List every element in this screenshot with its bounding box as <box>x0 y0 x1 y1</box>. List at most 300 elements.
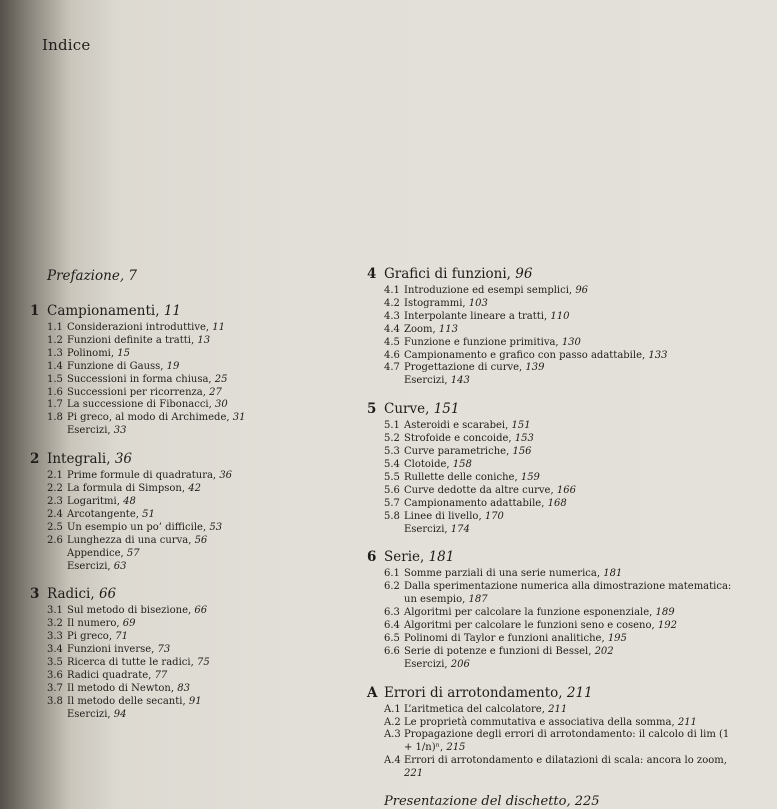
section-title: Funzione e funzione primitiva, <box>404 336 559 348</box>
chapter-page: 36 <box>114 451 132 468</box>
section-number: 2.2 <box>47 483 63 495</box>
section-page: 69 <box>122 618 136 630</box>
chapter-title: Serie, <box>384 549 425 566</box>
section-entry <box>30 535 350 548</box>
section-title: Prime formule di quadratura, <box>67 470 217 482</box>
section-entry <box>30 470 350 483</box>
section-title: Radici quadrate, <box>67 669 152 681</box>
section-number: 1.8 <box>47 412 63 424</box>
section-number: 5.6 <box>384 484 400 496</box>
chapter-page: 66 <box>98 586 117 603</box>
extra-page: 33 <box>113 425 127 437</box>
section-text <box>404 446 737 459</box>
section-number: 3.7 <box>47 682 63 694</box>
section-title: Lunghezza di una curva, <box>67 534 192 546</box>
section-text <box>67 522 350 535</box>
section-page: 75 <box>196 657 210 669</box>
section-number: 1.2 <box>47 334 63 346</box>
section-title: La formula di Simpson, <box>67 483 186 495</box>
page-title: Indice <box>42 36 91 54</box>
section-number: 3.4 <box>47 644 63 656</box>
section-page: 192 <box>657 620 677 632</box>
section-entry <box>367 459 737 472</box>
chapter-title: Grafici di funzioni, <box>384 266 511 282</box>
section-entry <box>30 412 350 425</box>
section-page: 56 <box>194 534 208 546</box>
section-number: 5.8 <box>384 510 400 522</box>
extra-title: Esercizi, <box>404 523 448 535</box>
section-number: 2.1 <box>47 470 63 482</box>
left-chapters <box>30 303 350 722</box>
section-entry <box>367 285 737 298</box>
section-title: Somme parziali di una serie numerica, <box>404 568 601 580</box>
section-title: Il metodo delle secanti, <box>67 695 186 707</box>
section-title: Zoom, <box>404 323 436 335</box>
section-page: 153 <box>514 433 534 445</box>
section-entry <box>367 646 737 659</box>
section-number: 6.2 <box>384 581 400 593</box>
section-text <box>404 459 737 472</box>
section-entry <box>30 361 350 374</box>
section-page: 19 <box>166 360 180 372</box>
section-entry <box>367 420 737 433</box>
chapter-number: 3 <box>30 586 40 603</box>
section-number: 4.3 <box>384 310 400 322</box>
section-title: Polinomi, <box>67 347 115 359</box>
chapter-number: 5 <box>367 401 377 418</box>
extra-title: Esercizi, <box>67 560 111 572</box>
section-title: Interpolante lineare a tratti, <box>404 310 548 322</box>
section-number: A.1 <box>384 703 401 715</box>
section-title: Sul metodo di bisezione, <box>67 605 192 617</box>
section-page: 139 <box>525 362 545 374</box>
section-page: 30 <box>215 399 228 411</box>
section-number: A.2 <box>384 716 401 728</box>
section-number: 6.3 <box>384 607 400 619</box>
section-entry <box>367 298 737 311</box>
section-title: Pi greco, <box>67 631 113 643</box>
section-title: Logaritmi, <box>67 495 120 507</box>
section-text <box>404 704 737 717</box>
section-page: 13 <box>197 334 211 346</box>
section-title: Algoritmi per calcolare le funzioni seno e coseno, <box>404 620 655 632</box>
section-number: 2.3 <box>47 495 63 507</box>
section-entry <box>367 717 737 730</box>
section-title: L’aritmetica del calcolatore, <box>404 703 545 715</box>
section-page: 103 <box>468 297 488 309</box>
section-number: 4.2 <box>384 297 400 309</box>
section-page: 113 <box>438 323 458 335</box>
extra-entry <box>67 548 350 561</box>
section-page: 25 <box>214 373 228 385</box>
right-chapters <box>367 266 737 781</box>
toc-right-column <box>367 266 737 809</box>
chapter-number: 2 <box>30 451 40 468</box>
section-text <box>404 729 737 755</box>
section-number: A.4 <box>384 755 401 767</box>
extra-title: Appendice, <box>67 547 124 559</box>
section-number: 6.1 <box>384 568 400 580</box>
section-text <box>404 717 737 730</box>
section-list <box>30 470 350 547</box>
section-entry <box>367 433 737 446</box>
section-page: 158 <box>452 458 472 470</box>
section-text <box>67 618 350 631</box>
chapter-number: A <box>367 684 378 701</box>
section-page: 110 <box>550 310 570 322</box>
section-text <box>404 433 737 446</box>
chapter-heading <box>30 586 350 602</box>
section-text <box>67 322 350 335</box>
section-number: 1.5 <box>47 373 63 385</box>
section-title: Successioni per ricorrenza, <box>67 386 206 398</box>
section-number: 4.7 <box>384 362 400 374</box>
extra-entry <box>67 425 350 438</box>
chapter-heading <box>367 401 737 417</box>
chapter-heading <box>30 303 350 319</box>
section-page: 202 <box>594 645 614 657</box>
section-entry <box>367 704 737 717</box>
section-number: 4.5 <box>384 336 400 348</box>
section-entry <box>367 362 737 375</box>
section-number: A.3 <box>384 729 401 741</box>
section-number: 1.3 <box>47 347 63 359</box>
section-number: 1.4 <box>47 360 63 372</box>
section-title: Progettazione di curve, <box>404 362 523 374</box>
section-text <box>67 696 350 709</box>
section-page: 151 <box>511 420 531 432</box>
extra-page: 174 <box>450 523 470 535</box>
chapter-page: 96 <box>515 266 533 282</box>
section-text <box>67 683 350 696</box>
chapter-heading <box>367 685 737 701</box>
section-entry <box>367 472 737 485</box>
chapter-title: Radici, <box>47 586 95 603</box>
section-text <box>404 324 737 337</box>
section-page: 96 <box>575 285 589 296</box>
section-number: 5.3 <box>384 446 400 458</box>
section-number: 1.6 <box>47 386 63 398</box>
section-text <box>67 399 350 412</box>
extra-page: 63 <box>113 560 127 572</box>
section-page: 48 <box>123 495 136 507</box>
chapter-block <box>367 685 737 781</box>
section-entry <box>30 335 350 348</box>
section-page: 77 <box>154 669 168 681</box>
chapter-title: Curve, <box>384 401 430 418</box>
chapter-block <box>367 549 737 671</box>
section-entry <box>367 324 737 337</box>
section-entry <box>30 605 350 618</box>
section-page: 73 <box>157 644 171 656</box>
section-title: Arcotangente, <box>67 508 139 520</box>
section-number: 3.6 <box>47 669 63 681</box>
section-number: 3.3 <box>47 631 63 643</box>
section-list <box>367 568 737 658</box>
chapter-block <box>30 303 350 438</box>
section-entry <box>30 657 350 670</box>
section-title: Campionamento e grafico con passo adattabile, <box>404 349 646 361</box>
section-entry <box>367 498 737 511</box>
section-page: 36 <box>219 470 233 482</box>
chapter-block <box>367 401 737 536</box>
section-page: 42 <box>188 483 201 495</box>
section-title: Funzioni definite a tratti, <box>67 334 195 346</box>
section-title: Strofoide e concoide, <box>404 433 512 445</box>
section-entry <box>30 683 350 696</box>
extra-entry <box>404 375 737 388</box>
section-list <box>367 285 737 375</box>
section-page: 11 <box>212 322 226 333</box>
section-entry <box>30 374 350 387</box>
section-title: Errori di arrotondamento e dilatazioni di scala: ancora lo zoom, <box>404 755 727 767</box>
section-number: 6.4 <box>384 620 400 632</box>
section-title: Rullette delle coniche, <box>404 471 518 483</box>
extra-page: 57 <box>126 547 140 559</box>
section-text <box>67 361 350 374</box>
section-entry <box>30 644 350 657</box>
section-entry <box>30 696 350 709</box>
section-list <box>367 420 737 523</box>
section-number: 6.6 <box>384 645 400 657</box>
section-text <box>404 581 737 607</box>
section-number: 5.4 <box>384 458 400 470</box>
section-text <box>404 498 737 511</box>
section-title: Curve dedotte da altre curve, <box>404 484 554 496</box>
section-title: La successione di Fibonacci, <box>67 399 212 411</box>
extra-title: Esercizi, <box>404 375 448 387</box>
section-entry <box>30 522 350 535</box>
section-page: 168 <box>547 497 567 509</box>
toc-left-column <box>30 268 350 735</box>
section-page: 166 <box>556 484 576 496</box>
section-entry <box>367 511 737 524</box>
section-number: 3.1 <box>47 605 63 617</box>
section-entry <box>30 387 350 400</box>
section-entry <box>367 568 737 581</box>
section-list <box>30 322 350 425</box>
preface-entry <box>47 268 350 284</box>
section-entry <box>30 483 350 496</box>
section-entry <box>367 633 737 646</box>
section-title: Curve parametriche, <box>404 446 510 458</box>
section-page: 189 <box>655 607 675 619</box>
section-page: 187 <box>468 594 488 606</box>
section-page: 91 <box>188 695 202 707</box>
section-text <box>404 755 737 781</box>
section-entry <box>30 509 350 522</box>
section-number: 2.5 <box>47 521 63 533</box>
extra-entry <box>404 524 737 537</box>
section-page: 51 <box>142 508 155 520</box>
chapter-number: 6 <box>367 549 377 566</box>
section-text <box>67 670 350 683</box>
section-number: 4.1 <box>384 285 400 296</box>
section-page: 159 <box>520 471 540 483</box>
section-number: 3.5 <box>47 657 63 669</box>
section-page: 211 <box>677 716 697 728</box>
chapter-heading <box>30 451 350 467</box>
section-text <box>67 348 350 361</box>
chapter-title: Campionamenti, <box>47 303 160 319</box>
section-page: 195 <box>607 632 627 644</box>
section-number: 4.4 <box>384 323 400 335</box>
section-text <box>404 420 737 433</box>
section-text <box>67 412 350 425</box>
section-entry <box>367 311 737 324</box>
section-entry <box>30 618 350 631</box>
chapter-number: 4 <box>367 266 377 282</box>
section-text <box>67 644 350 657</box>
section-title: Istogrammi, <box>404 297 466 309</box>
section-title: Linee di livello, <box>404 510 482 522</box>
section-title: Le proprietà commutativa e associativa della somma, <box>404 716 675 728</box>
section-entry <box>367 607 737 620</box>
section-entry <box>367 620 737 633</box>
section-text <box>67 483 350 496</box>
section-entry <box>367 446 737 459</box>
section-number: 5.5 <box>384 471 400 483</box>
closing-page: 225 <box>574 794 600 809</box>
section-page: 130 <box>561 336 581 348</box>
section-text <box>67 470 350 483</box>
section-text <box>404 472 737 485</box>
section-page: 71 <box>115 631 128 643</box>
section-entry <box>367 755 737 781</box>
extra-entry <box>67 709 350 722</box>
section-title: Dalla sperimentazione numerica alla dimostrazione matematica: un esempio, <box>404 581 732 606</box>
section-title: Ricerca di tutte le radici, <box>67 657 194 669</box>
section-entry <box>30 670 350 683</box>
chapter-page: 211 <box>566 684 593 701</box>
extra-title: Esercizi, <box>404 658 448 670</box>
section-title: Funzioni inverse, <box>67 644 155 656</box>
section-page: 66 <box>194 605 208 617</box>
section-text <box>404 285 737 298</box>
section-entry <box>367 729 737 755</box>
chapter-title: Integrali, <box>47 451 111 468</box>
section-title: Campionamento adattabile, <box>404 497 545 509</box>
section-text <box>404 607 737 620</box>
section-list <box>367 704 737 781</box>
section-page: 221 <box>404 768 424 780</box>
extra-entry <box>67 561 350 574</box>
chapter-heading <box>367 266 737 282</box>
section-text <box>404 485 737 498</box>
preface-title: Prefazione, <box>47 268 125 284</box>
section-title: Considerazioni introduttive, <box>67 322 210 333</box>
extra-page: 94 <box>113 708 127 720</box>
section-entry <box>367 581 737 607</box>
chapter-page: 151 <box>433 401 460 418</box>
section-title: Polinomi di Taylor e funzioni analitiche, <box>404 632 605 644</box>
section-title: Un esempio un po’ difficile, <box>67 521 207 533</box>
section-text <box>404 633 737 646</box>
section-text <box>67 387 350 400</box>
section-title: Il metodo di Newton, <box>67 682 175 694</box>
section-text <box>404 350 737 363</box>
section-page: 211 <box>548 703 568 715</box>
section-text <box>67 657 350 670</box>
section-page: 133 <box>648 349 668 361</box>
section-title: Pi greco, al modo di Archimede, <box>67 412 230 424</box>
chapter-page: 11 <box>163 303 182 319</box>
section-text <box>67 496 350 509</box>
section-number: 4.6 <box>384 349 400 361</box>
section-page: 215 <box>446 742 466 754</box>
section-entry <box>367 337 737 350</box>
section-number: 5.2 <box>384 433 400 445</box>
section-list <box>30 605 350 708</box>
section-text <box>404 646 737 659</box>
section-text <box>67 509 350 522</box>
extra-title: Esercizi, <box>67 708 111 720</box>
section-text <box>404 337 737 350</box>
section-title: Il numero, <box>67 618 120 630</box>
section-number: 2.6 <box>47 534 63 546</box>
section-text <box>404 568 737 581</box>
section-number: 2.4 <box>47 508 63 520</box>
section-title: Propagazione degli errori di arrotondamento: il calcolo di lim (1 + 1/n)ⁿ, <box>404 729 730 754</box>
section-page: 15 <box>117 347 130 359</box>
chapter-block <box>30 451 350 573</box>
section-title: Introduzione ed esempi semplici, <box>404 285 573 296</box>
chapter-heading <box>367 549 737 565</box>
section-text <box>67 631 350 644</box>
section-page: 31 <box>232 412 246 424</box>
section-number: 5.7 <box>384 497 400 509</box>
closing-title: Presentazione del dischetto, <box>384 794 571 809</box>
section-page: 27 <box>209 386 222 398</box>
chapter-block <box>367 266 737 388</box>
section-title: Clotoide, <box>404 458 450 470</box>
extra-page: 143 <box>450 375 470 387</box>
section-number: 6.5 <box>384 632 400 644</box>
section-number: 1.1 <box>47 322 63 333</box>
section-title: Algoritmi per calcolare la funzione esponenziale, <box>404 607 653 619</box>
section-entry <box>30 348 350 361</box>
closing-entry <box>384 794 737 809</box>
section-text <box>404 362 737 375</box>
section-title: Funzione di Gauss, <box>67 360 164 372</box>
section-title: Asteroidi e scarabei, <box>404 420 509 432</box>
section-text <box>404 511 737 524</box>
chapter-page: 181 <box>428 549 455 566</box>
extra-entry <box>404 659 737 672</box>
extra-page: 206 <box>450 658 470 670</box>
section-entry <box>30 399 350 412</box>
section-page: 181 <box>603 568 623 580</box>
section-text <box>404 620 737 633</box>
section-text <box>404 298 737 311</box>
section-page: 83 <box>177 682 190 694</box>
extra-title: Esercizi, <box>67 425 111 437</box>
chapter-block <box>30 586 350 721</box>
section-entry <box>30 631 350 644</box>
section-text <box>67 374 350 387</box>
section-entry <box>367 485 737 498</box>
section-text <box>67 535 350 548</box>
section-number: 3.2 <box>47 618 63 630</box>
chapter-title: Errori di arrotondamento, <box>384 684 563 701</box>
section-number: 1.7 <box>47 399 63 411</box>
section-text <box>67 335 350 348</box>
section-title: Successioni in forma chiusa, <box>67 373 212 385</box>
section-text <box>67 605 350 618</box>
section-page: 170 <box>484 510 504 522</box>
section-number: 3.8 <box>47 695 63 707</box>
section-page: 156 <box>512 446 532 458</box>
